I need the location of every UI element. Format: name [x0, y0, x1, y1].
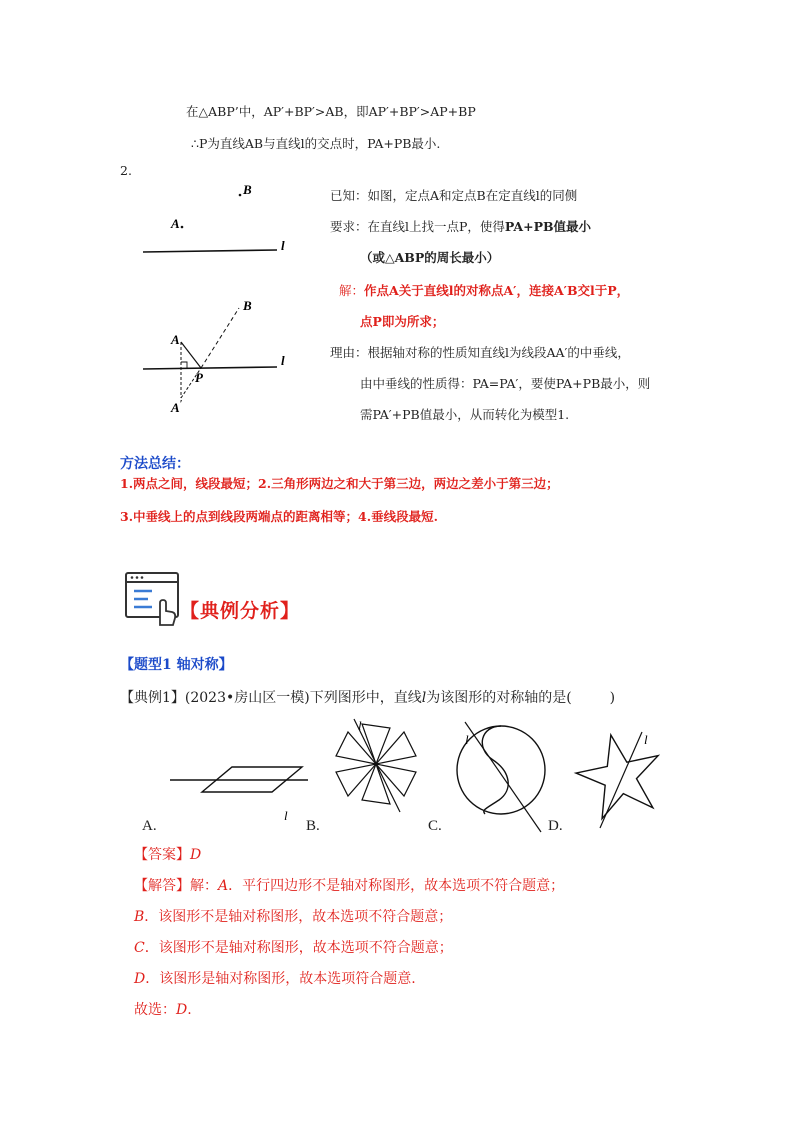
- right-angle-mark: [181, 362, 187, 368]
- option-a-axis-label: l: [284, 808, 288, 823]
- option-c-axis-label: l: [465, 732, 469, 747]
- option-a-figure: [170, 767, 308, 823]
- question-type-label: 【题型1 轴对称】: [120, 657, 233, 673]
- figure-points-same-side: [135, 178, 295, 268]
- label-a: A: [171, 216, 180, 231]
- tutorial-pointer-icon: [124, 571, 182, 629]
- option-b-figure: [336, 718, 416, 812]
- point-a-dot: [181, 226, 184, 229]
- option-b-axis-label: l: [358, 718, 362, 733]
- option-c-label[interactable]: C.: [428, 818, 442, 834]
- solution-d: D．该图形是轴对称图形，故本选项符合题意.: [134, 971, 416, 987]
- figure-reflection-construction: [135, 292, 295, 417]
- option-d-label[interactable]: D.: [548, 818, 563, 834]
- reason-line-2: 由中垂线的性质得：PA=PA′，要使PA+PB最小，则: [360, 376, 651, 391]
- label-l: l: [281, 238, 285, 253]
- solution-a: 【解答】解：A．平行四边形不是轴对称图形，故本选项不符合题意；: [134, 878, 565, 894]
- requirement-bold: PA+PB值最小: [504, 219, 592, 234]
- option-d-figure: [570, 726, 660, 828]
- solution-line-1: 解：作点A关于直线l的对称点A′，连接A′B交l于P，: [339, 283, 630, 298]
- solution-line-2: 点P即为所求；: [360, 314, 445, 329]
- section-title: 【典例分析】: [180, 600, 301, 622]
- known-text: 已知：如图，定点A和定点B在定直线l的同侧: [330, 188, 578, 203]
- requirement-text: 要求：在直线l上找一点P，使得PA+PB值最小: [330, 219, 592, 234]
- label-a: A: [171, 332, 180, 347]
- example-1-question: 【典例1】(2023•房山区一模)下列图形中，直线l为该图形的对称轴的是( ): [120, 690, 616, 706]
- reason-line-3: 需PA′+PB值最小，从而转化为模型1.: [360, 407, 570, 422]
- label-b: B: [243, 182, 252, 197]
- option-a-label[interactable]: A.: [142, 818, 157, 834]
- proof-line-2: ∴P为直线AB与直线l的交点时，PA+PB最小.: [191, 136, 441, 151]
- summary-title: 方法总结：: [120, 456, 190, 472]
- point-b-dot: [239, 194, 242, 197]
- answer-line: 【答案】D: [134, 847, 202, 863]
- line-l: [143, 250, 277, 252]
- label-p: P: [195, 370, 203, 385]
- proof-line-1: 在△ABP’中，AP′+BP′>AB，即AP′+BP′>AP+BP: [186, 104, 476, 119]
- answer-value: D: [190, 847, 202, 863]
- requirement-paren: （或△ABP的周长最小）: [360, 250, 500, 265]
- summary-line-1: 1.两点之间，线段最短；2.三角形两边之和大于第三边，两边之差小于第三边；: [120, 476, 559, 491]
- options-figure-row: [130, 712, 660, 837]
- solution-b: B．该图形不是轴对称图形，故本选项不符合题意；: [134, 909, 453, 925]
- reason-line-1: 理由：根据轴对称的性质知直线l为线段AA′的中垂线，: [330, 345, 630, 360]
- model-number: 2.: [120, 163, 132, 178]
- line-l: [143, 367, 277, 369]
- label-b: B: [243, 298, 252, 313]
- segment-pb: [201, 308, 239, 368]
- option-c-figure: [457, 722, 545, 832]
- option-d-axis-label: l: [644, 732, 648, 747]
- label-a-prime: A′: [171, 399, 183, 415]
- label-l: l: [281, 353, 285, 368]
- solution-choice: 故选：D.: [134, 1002, 192, 1018]
- option-b-label[interactable]: B.: [306, 818, 320, 834]
- solution-c: C．该图形不是轴对称图形，故本选项不符合题意；: [134, 940, 453, 956]
- summary-line-2: 3.中垂线上的点到线段两端点的距离相等；4.垂线段最短.: [120, 509, 438, 524]
- segment-ap: [181, 342, 201, 368]
